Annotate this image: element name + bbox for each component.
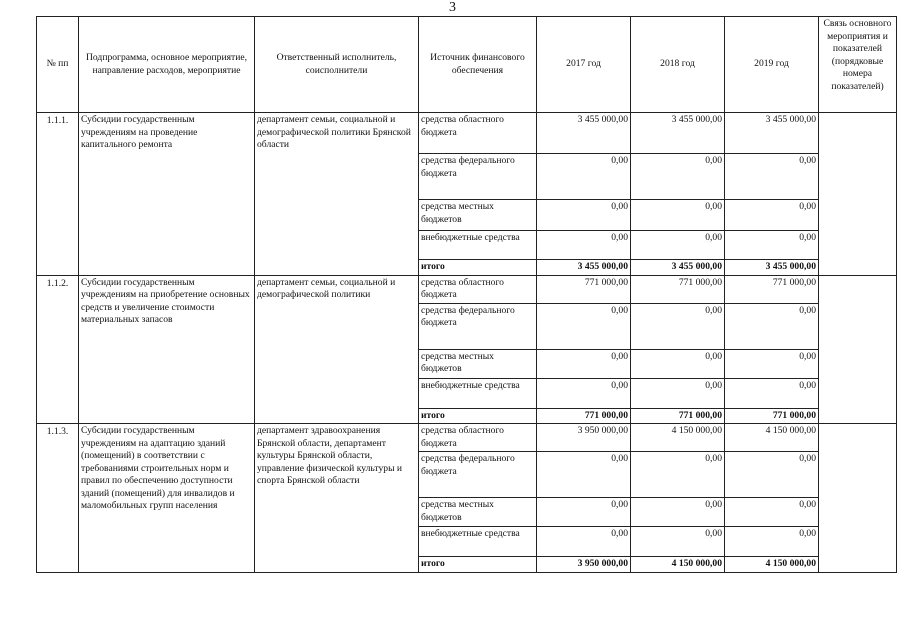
- links-cell: [819, 113, 897, 276]
- value-2017: 0,00: [537, 349, 631, 378]
- value-2019: 0,00: [725, 349, 819, 378]
- total-label: итого: [419, 260, 537, 276]
- value-2018: 0,00: [631, 498, 725, 527]
- header-2017: 2017 год: [537, 17, 631, 113]
- source-cell: средства федерального бюджета: [419, 154, 537, 200]
- header-executor: Ответственный исполнитель, соисполнители: [255, 17, 419, 113]
- item-code: 1.1.2.: [37, 275, 79, 424]
- header-source: Источник финансового обеспечения: [419, 17, 537, 113]
- source-cell: средства федерального бюджета: [419, 303, 537, 349]
- total-2018: 3 455 000,00: [631, 260, 725, 276]
- item-executor: департамент здравоохранения Брянской области, департамент культуры Брянской области, управление физической культуры и спорта Брянской области: [255, 424, 419, 573]
- source-cell: средства местных бюджетов: [419, 498, 537, 527]
- total-2019: 771 000,00: [725, 408, 819, 424]
- value-2017: 0,00: [537, 303, 631, 349]
- source-cell: средства областного бюджета: [419, 113, 537, 154]
- item-code: 1.1.3.: [37, 424, 79, 573]
- value-2017: 0,00: [537, 231, 631, 260]
- financing-table: [36, 16, 897, 573]
- value-2019: 0,00: [725, 303, 819, 349]
- value-2019: 0,00: [725, 378, 819, 408]
- header-num: № пп: [37, 17, 79, 113]
- page-number: 3: [449, 0, 456, 15]
- value-2017: 3 950 000,00: [537, 424, 631, 452]
- value-2019: 0,00: [725, 200, 819, 231]
- total-label: итого: [419, 408, 537, 424]
- value-2019: 0,00: [725, 154, 819, 200]
- item-executor: департамент семьи, социальной и демографической политики: [255, 275, 419, 424]
- value-2017: 3 455 000,00: [537, 113, 631, 154]
- total-2018: 771 000,00: [631, 408, 725, 424]
- header-row: [37, 17, 897, 113]
- value-2019: 771 000,00: [725, 275, 819, 303]
- item-name: Субсидии государственным учреждениям на адаптацию зданий (помещений) в соответствии с требованиями строительных норм и правил по обеспечению доступности зданий (помещений) для инвалидов и маломобильных групп населения: [79, 424, 255, 573]
- value-2017: 0,00: [537, 154, 631, 200]
- item-executor: департамент семьи, социальной и демографической политики Брянской области: [255, 113, 419, 276]
- value-2017: 0,00: [537, 200, 631, 231]
- links-cell: [819, 424, 897, 573]
- table-body: [37, 113, 897, 573]
- value-2018: 0,00: [631, 452, 725, 498]
- value-2018: 0,00: [631, 527, 725, 557]
- value-2017: 771 000,00: [537, 275, 631, 303]
- header-program: Подпрограмма, основное мероприятие, направление расходов, мероприятие: [79, 17, 255, 113]
- value-2018: 0,00: [631, 349, 725, 378]
- source-cell: внебюджетные средства: [419, 527, 537, 557]
- table-row: [37, 424, 897, 452]
- header-2019: 2019 год: [725, 17, 819, 113]
- total-2019: 4 150 000,00: [725, 557, 819, 573]
- source-cell: средства областного бюджета: [419, 424, 537, 452]
- total-2017: 3 455 000,00: [537, 260, 631, 276]
- source-cell: средства федерального бюджета: [419, 452, 537, 498]
- value-2017: 0,00: [537, 378, 631, 408]
- header-2018: 2018 год: [631, 17, 725, 113]
- value-2019: 3 455 000,00: [725, 113, 819, 154]
- value-2019: 0,00: [725, 527, 819, 557]
- source-cell: средства местных бюджетов: [419, 200, 537, 231]
- total-2018: 4 150 000,00: [631, 557, 725, 573]
- value-2017: 0,00: [537, 452, 631, 498]
- total-label: итого: [419, 557, 537, 573]
- value-2018: 0,00: [631, 378, 725, 408]
- item-name: Субсидии государственным учреждениям на приобретение основных средств и увеличение стоимости материальных запасов: [79, 275, 255, 424]
- value-2018: 771 000,00: [631, 275, 725, 303]
- table-row: [37, 113, 897, 154]
- source-cell: внебюджетные средства: [419, 231, 537, 260]
- value-2018: 0,00: [631, 200, 725, 231]
- source-cell: средства областного бюджета: [419, 275, 537, 303]
- source-cell: средства местных бюджетов: [419, 349, 537, 378]
- links-cell: [819, 275, 897, 424]
- header-links: Связь основного мероприятия и показателей (порядковые номера показателей): [819, 17, 897, 113]
- value-2019: 0,00: [725, 231, 819, 260]
- value-2018: 4 150 000,00: [631, 424, 725, 452]
- value-2018: 0,00: [631, 303, 725, 349]
- value-2017: 0,00: [537, 527, 631, 557]
- source-cell: внебюджетные средства: [419, 378, 537, 408]
- total-2019: 3 455 000,00: [725, 260, 819, 276]
- value-2018: 0,00: [631, 154, 725, 200]
- item-name: Субсидии государственным учреждениям на проведение капитального ремонта: [79, 113, 255, 276]
- value-2017: 0,00: [537, 498, 631, 527]
- value-2018: 0,00: [631, 231, 725, 260]
- table-row: [37, 275, 897, 303]
- total-2017: 771 000,00: [537, 408, 631, 424]
- total-2017: 3 950 000,00: [537, 557, 631, 573]
- value-2019: 0,00: [725, 498, 819, 527]
- value-2018: 3 455 000,00: [631, 113, 725, 154]
- item-code: 1.1.1.: [37, 113, 79, 276]
- value-2019: 4 150 000,00: [725, 424, 819, 452]
- value-2019: 0,00: [725, 452, 819, 498]
